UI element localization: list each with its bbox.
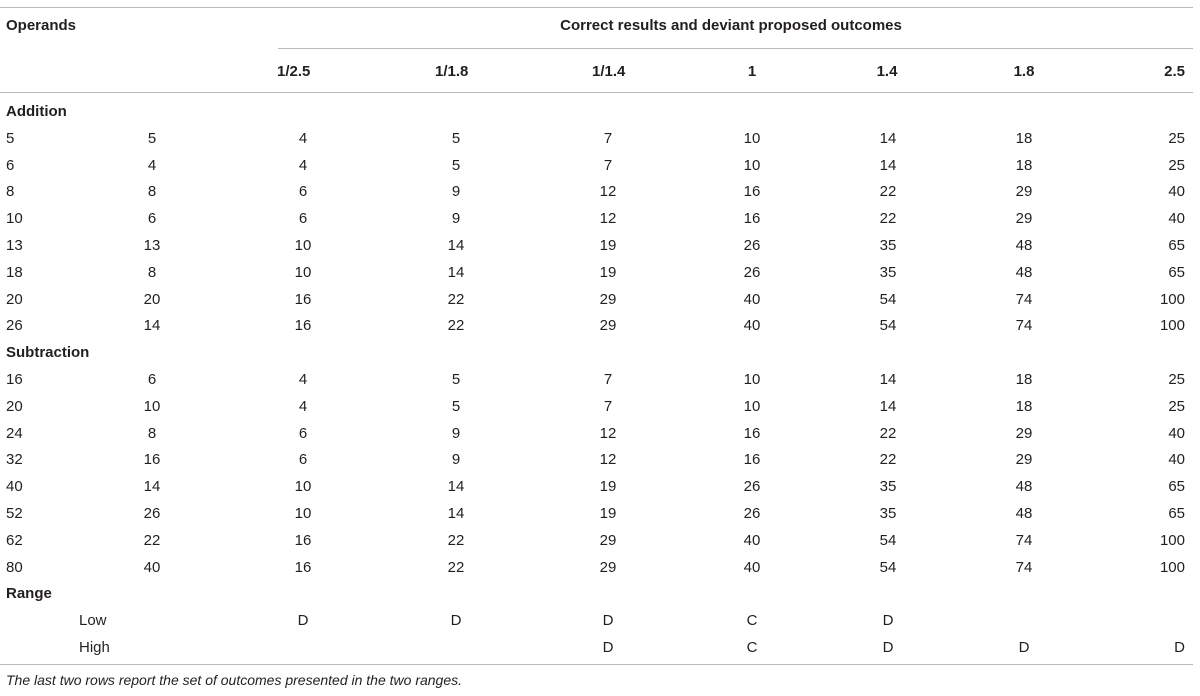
operands-header: Operands [6,17,77,34]
table-cell: 74 [1015,290,1033,308]
operand-a: 13 [6,237,23,254]
table-cell: D [1018,639,1030,656]
table-cell: 5 [451,129,461,147]
operand-a: 52 [6,505,23,522]
table-cell: C [746,612,758,630]
table-cell: 65 [1168,263,1185,281]
operand-a: 32 [6,451,23,469]
table-cell: 5 [451,397,461,415]
table-cell: 10 [743,397,761,415]
table-cell: 19 [599,263,617,281]
operand-a: 62 [6,531,23,549]
table-cell: 40 [743,317,761,335]
operand-a: 40 [6,478,23,496]
table-cell: 22 [879,210,897,228]
table-cell: 25 [1168,371,1185,388]
column-header: 2.5 [1164,63,1185,80]
table-cell: 14 [879,371,897,388]
table-cell: 12 [599,210,617,228]
table-cell: 29 [1015,183,1033,201]
operand-b: 20 [143,290,161,308]
table-cell: 10 [743,156,761,174]
table-cell: 29 [599,290,617,308]
table-cell: 22 [447,290,465,308]
operand-a: 6 [6,156,15,174]
table-cell: 54 [879,558,897,576]
table-cell: 16 [743,183,761,201]
operand-b: 4 [147,156,157,174]
table-cell: 7 [603,397,613,415]
operand-b: 14 [143,317,161,335]
table-cell: 12 [599,424,617,442]
table-cell: 4 [298,129,308,147]
table-cell: 40 [743,558,761,576]
table-cell: 40 [1168,424,1185,442]
table-cell: 25 [1168,397,1185,415]
table-cell: 9 [451,210,461,228]
table-cell: 65 [1168,505,1185,522]
operand-b: 8 [147,263,157,281]
table-cell: 65 [1168,237,1185,254]
table-cell: 6 [298,451,308,469]
operand-a: 5 [6,129,15,147]
column-header: 1/2.5 [277,63,311,80]
table-cell: 35 [879,505,897,522]
table-cell: 14 [879,156,897,174]
table-cell: 26 [743,237,761,254]
operand-a: 16 [6,371,23,388]
section-title: Range [6,585,52,603]
outcomes-header: Correct results and deviant proposed outcomes [560,17,902,34]
table-cell: 6 [298,424,308,442]
table-cell: 29 [599,558,617,576]
operand-a: 8 [6,183,15,201]
operand-b: 40 [143,558,161,576]
table-cell: 14 [447,478,465,496]
column-header: 1.4 [876,63,898,80]
table-cell: 7 [603,371,613,388]
operand-b: 14 [143,478,161,496]
table-cell: 19 [599,237,617,254]
table-cell: 14 [447,237,465,254]
table-cell: 5 [451,371,461,388]
table-cell: 9 [451,451,461,469]
table-cell: 6 [298,183,308,201]
table-cell: 22 [447,558,465,576]
table-cell: 25 [1168,156,1185,174]
operand-a: 26 [6,317,23,335]
table-cell: 74 [1015,317,1033,335]
table-cell: 74 [1015,531,1033,549]
table-cell: 29 [1015,424,1033,442]
table-cell: 40 [1168,451,1185,469]
table-cell: 48 [1015,237,1033,254]
table-cell: 22 [879,183,897,201]
table-cell: 10 [743,129,761,147]
table-cell: D [450,612,462,630]
table-cell: 10 [294,263,312,281]
table-cell: 14 [447,505,465,522]
table-cell: 19 [599,478,617,496]
operand-a: 18 [6,263,23,281]
table-cell: 18 [1015,397,1033,415]
table-cell: 48 [1015,505,1033,522]
operand-a: 80 [6,558,23,576]
table-cell: 12 [599,451,617,469]
table-cell: 48 [1015,478,1033,496]
range-label: High [79,639,110,656]
table-cell: 100 [1159,290,1185,308]
operand-b: 6 [147,371,157,388]
table-cell: 54 [879,531,897,549]
table-cell: 7 [603,129,613,147]
table-cell: 19 [599,505,617,522]
top-rule [0,7,1193,8]
table-cell: 4 [298,397,308,415]
column-header: 1/1.4 [592,63,626,80]
table-cell: 74 [1015,558,1033,576]
table-cell: 14 [447,263,465,281]
operand-b: 5 [147,129,157,147]
table-cell: 12 [599,183,617,201]
table-cell: 5 [451,156,461,174]
table-cell: 25 [1168,129,1185,147]
table-cell: 100 [1159,558,1185,576]
table-cell: 14 [879,397,897,415]
table-cell: 29 [599,531,617,549]
table-cell: 40 [743,290,761,308]
table-cell: 40 [1168,210,1185,228]
section-title: Addition [6,103,67,120]
table-cell: 22 [879,424,897,442]
table-cell: 16 [294,290,312,308]
table-cell: 35 [879,478,897,496]
operand-b: 26 [143,505,161,522]
table-cell: 7 [603,156,613,174]
table-cell: 29 [1015,210,1033,228]
table-cell: D [602,612,614,630]
header-bottom-rule [0,92,1193,93]
table-cell: 4 [298,371,308,388]
table-cell: D [602,639,614,656]
table-cell: 10 [743,371,761,388]
operand-b: 6 [147,210,157,228]
table-cell: 35 [879,263,897,281]
table-cell: 14 [879,129,897,147]
table-cell: 18 [1015,129,1033,147]
operand-b: 16 [143,451,161,469]
table-cell: 18 [1015,156,1033,174]
table-cell: 16 [743,210,761,228]
table-cell: 29 [599,317,617,335]
table-cell: 16 [743,424,761,442]
table-cell: D [882,639,894,656]
table-cell: 54 [879,317,897,335]
table-cell: C [746,639,758,656]
table-cell: 10 [294,237,312,254]
table-footnote: The last two rows report the set of outcomes presented in the two ranges. [6,672,463,688]
column-header: 1.8 [1013,63,1035,80]
table-cell: 16 [294,558,312,576]
operand-b: 10 [143,397,161,415]
range-label: Low [79,612,107,630]
operand-a: 24 [6,424,23,442]
operand-b: 8 [147,183,157,201]
table-cell: 54 [879,290,897,308]
table-cell: D [1174,639,1185,656]
table-cell: 40 [1168,183,1185,201]
table-cell: 10 [294,478,312,496]
table-cell: 22 [879,451,897,469]
spanner-rule [278,48,1193,49]
table-cell: 10 [294,505,312,522]
table-cell: 4 [298,156,308,174]
operand-b: 8 [147,424,157,442]
column-header: 1 [747,63,757,80]
table-cell: 100 [1159,317,1185,335]
operand-b: 13 [143,237,161,254]
table-cell: 16 [294,317,312,335]
table-cell: D [297,612,309,630]
table-cell: 48 [1015,263,1033,281]
table-cell: 18 [1015,371,1033,388]
column-header: 1/1.8 [435,63,469,80]
operand-a: 20 [6,290,23,308]
operand-a: 20 [6,397,23,415]
table-cell: 35 [879,237,897,254]
table-cell: D [882,612,894,630]
table-cell: 40 [743,531,761,549]
table-cell: 22 [447,317,465,335]
table-cell: 16 [743,451,761,469]
operand-a: 10 [6,210,23,228]
table-cell: 65 [1168,478,1185,496]
table-cell: 29 [1015,451,1033,469]
table-cell: 9 [451,424,461,442]
section-title: Subtraction [6,344,90,362]
table-cell: 6 [298,210,308,228]
bottom-rule [0,664,1193,665]
table-cell: 26 [743,263,761,281]
table-cell: 16 [294,531,312,549]
table-cell: 26 [743,505,761,522]
table-cell: 26 [743,478,761,496]
table-cell: 9 [451,183,461,201]
table-cell: 100 [1159,531,1185,549]
table-cell: 22 [447,531,465,549]
operand-b: 22 [143,531,161,549]
